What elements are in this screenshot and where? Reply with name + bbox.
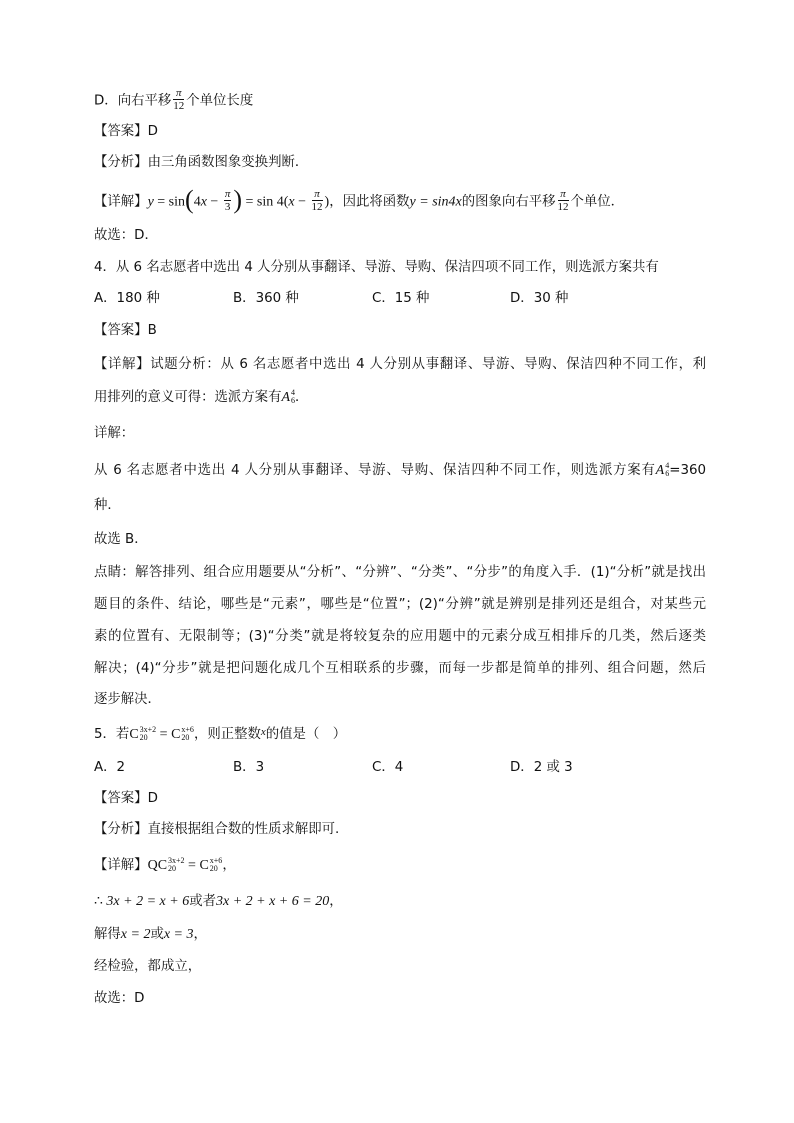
comb-indices <box>181 726 194 742</box>
q4-detail-line-1 <box>94 355 706 375</box>
math-func: y = sin4x <box>409 194 462 210</box>
comb-indices <box>168 857 185 873</box>
math-q-symbol: Q <box>147 858 158 873</box>
math-comb-c: C <box>171 727 181 742</box>
q4-note-line-5: 逐步解决． <box>94 692 161 707</box>
math-close-paren: ) <box>324 194 330 210</box>
q3-option-d-prefix: D．向右平移 <box>94 93 172 109</box>
q4-note-line-3: 素的位置有、无限制等；(3)“分类”就是将较复杂的应用题中的元素分成互相排斥的几类，然后逐类 <box>94 629 706 644</box>
q4-detail-line-3 <box>94 461 706 481</box>
detail-label: 【详解】 <box>94 194 148 210</box>
answer-value: D <box>147 791 158 806</box>
q4-note-line-2: 题目的条件、结论，哪些是“元素”，哪些是“位置”；(2)“分辨”就是辨别是排列还是组合，对某些元 <box>94 597 706 612</box>
fraction-numerator: π <box>224 188 231 200</box>
detail-text: 试题分析：从 6 名志愿者中选出 4 人分别从事翻译、导游、导购、保洁四种不同工作，利 <box>150 357 707 372</box>
fraction-numerator: π <box>173 87 184 100</box>
q5-option-b: B．3 <box>233 760 265 775</box>
math-perm-a: A <box>281 390 291 405</box>
math-eq: = <box>184 858 200 873</box>
q5-option-a: A．2 <box>94 760 126 775</box>
analysis-label: 【分析】 <box>94 822 148 837</box>
math-eq: = <box>156 727 172 742</box>
math-eq-sin: = sin <box>153 194 186 210</box>
q4-option-a: A．180 种 <box>94 291 160 306</box>
q5-stem <box>94 722 346 745</box>
q5-detail-line-3 <box>94 925 207 945</box>
fraction-denominator: 12 <box>311 201 323 213</box>
q5-answer <box>94 789 158 809</box>
left-paren: ( <box>185 184 194 214</box>
q5-analysis <box>94 820 339 840</box>
q4-detail-line-4: 种． <box>94 498 121 513</box>
q3-option-d-suffix: 个单位长度 <box>186 93 254 109</box>
fraction-denominator: 3 <box>224 201 231 213</box>
detail-end-text: 个单位． <box>570 194 625 210</box>
comb-sup: x+6 <box>181 725 194 734</box>
detail-label: 【详解】 <box>94 357 151 372</box>
q4-detail-heading: 详解： <box>94 426 135 441</box>
answer-label: 【答案】 <box>94 791 148 806</box>
math-equation-1: 3x + 2 = x + 6 <box>106 894 190 909</box>
detail-end: ， <box>193 927 207 942</box>
q4-note-line-4: 解决；(4)“分步”就是把问题化成几个互相联系的步骤，而每一步都是简单的排列、组合问题，然后 <box>94 661 706 676</box>
fraction-pi-over-3 <box>224 188 232 213</box>
q5-detail-line-2 <box>94 892 343 912</box>
math-minus: − <box>206 194 222 210</box>
q5-detail-line-4: 经检验，都成立， <box>94 959 202 974</box>
math-solution-2: x = 3 <box>163 927 194 942</box>
q5-stem-prefix: 5．若 <box>94 727 130 742</box>
q3-analysis <box>94 153 308 173</box>
comb-sub: 20 <box>181 733 190 742</box>
q3-option-d <box>94 88 253 113</box>
perm-sup: 4 <box>291 388 296 397</box>
math-coef: 4 <box>193 194 201 210</box>
math-x: x <box>288 194 295 210</box>
q5-conclusion: 故选：D <box>94 991 145 1006</box>
detail-label: 【详解】 <box>94 858 148 873</box>
math-comb-c: C <box>199 858 209 873</box>
comb-sup: 3x+2 <box>168 856 185 865</box>
detail-end: ， <box>329 894 343 909</box>
math-minus: − <box>294 194 310 210</box>
q5-detail-line-1 <box>94 856 236 876</box>
analysis-label: 【分析】 <box>94 155 148 170</box>
q5-stem-end: 的值是（ ） <box>265 727 347 742</box>
analysis-text: 由三角函数图象变换判断． <box>147 155 309 170</box>
perm-sub: 6 <box>291 396 296 405</box>
q3-option-d-fraction <box>173 87 184 112</box>
answer-label: 【答案】 <box>94 124 148 139</box>
q3-conclusion: 故选：D． <box>94 228 158 243</box>
detail-text: 用排列的意义可得：选派方案有 <box>94 390 282 405</box>
right-paren: ) <box>233 184 242 214</box>
q4-stem: 4．从 6 名志愿者中选出 4 人分别从事翻译、导游、导购、保洁四项不同工作，则选派方案共有 <box>94 260 659 275</box>
math-solution-1: x = 2 <box>120 927 151 942</box>
math-comb-c: C <box>129 727 139 742</box>
therefore-symbol: ∴ <box>94 894 107 909</box>
q4-option-b: B．360 种 <box>233 291 299 306</box>
math-y: y <box>147 194 154 210</box>
math-x: x <box>260 726 266 738</box>
detail-prefix: 解得 <box>94 927 121 942</box>
comb-indices <box>210 857 223 873</box>
q4-answer <box>94 321 157 341</box>
answer-value: D <box>147 124 158 139</box>
math-comb-c: C <box>157 858 168 873</box>
math-x: x <box>200 194 207 210</box>
q3-answer <box>94 122 158 142</box>
comb-sup: x+6 <box>209 856 223 865</box>
q5-option-c: C．4 <box>372 760 404 775</box>
detail-mid-text-2: 的图象向右平移 <box>461 194 556 210</box>
q4-detail-line-2 <box>94 388 308 408</box>
comb-sub: 20 <box>209 864 218 873</box>
fraction-pi-over-12 <box>312 188 323 213</box>
q4-option-c: C．15 种 <box>372 291 430 306</box>
detail-or: 或者 <box>189 894 216 909</box>
math-eq-sin4: = sin 4( <box>242 194 289 210</box>
comb-indices <box>140 726 157 742</box>
math-perm-a: A <box>655 463 665 478</box>
perm-sup: 4 <box>665 461 670 470</box>
q3-detail <box>94 184 625 214</box>
detail-mid-text: ，因此将函数 <box>329 194 410 210</box>
comb-sub: 20 <box>168 864 177 873</box>
comb-sup: 3x+2 <box>139 725 157 734</box>
fraction-numerator: π <box>312 188 323 201</box>
detail-text-end: ． <box>295 390 309 405</box>
fraction-denominator: 12 <box>173 100 185 112</box>
q4-note-line-1: 点睛：解答排列、组合应用题要从“分析”、“分辨”、“分类”、“分步”的角度入手．(1)“分析”就是找出 <box>94 565 706 580</box>
detail-text: 从 6 名志愿者中选出 4 人分别从事翻译、导游、导购、保洁四种不同工作，则选派方案有 <box>94 463 656 478</box>
q5-option-d: D．2 或 3 <box>510 760 573 775</box>
detail-end: ， <box>222 858 236 873</box>
comb-sub: 20 <box>139 733 148 742</box>
detail-or: 或 <box>150 927 164 942</box>
fraction-numerator: π <box>558 188 569 201</box>
q4-conclusion: 故选 B． <box>94 532 148 547</box>
q5-stem-suffix: ，则正整数 <box>193 727 261 742</box>
q4-option-d: D．30 种 <box>510 291 569 306</box>
answer-value: B <box>147 323 157 338</box>
answer-label: 【答案】 <box>94 323 148 338</box>
fraction-denominator: 12 <box>557 201 569 213</box>
fraction-pi-over-12 <box>558 188 569 213</box>
perm-sub: 6 <box>665 469 670 478</box>
analysis-text: 直接根据组合数的性质求解即可. <box>147 822 340 837</box>
detail-result: =360 <box>669 463 706 478</box>
math-equation-2: 3x + 2 + x + 6 = 20 <box>215 894 330 909</box>
